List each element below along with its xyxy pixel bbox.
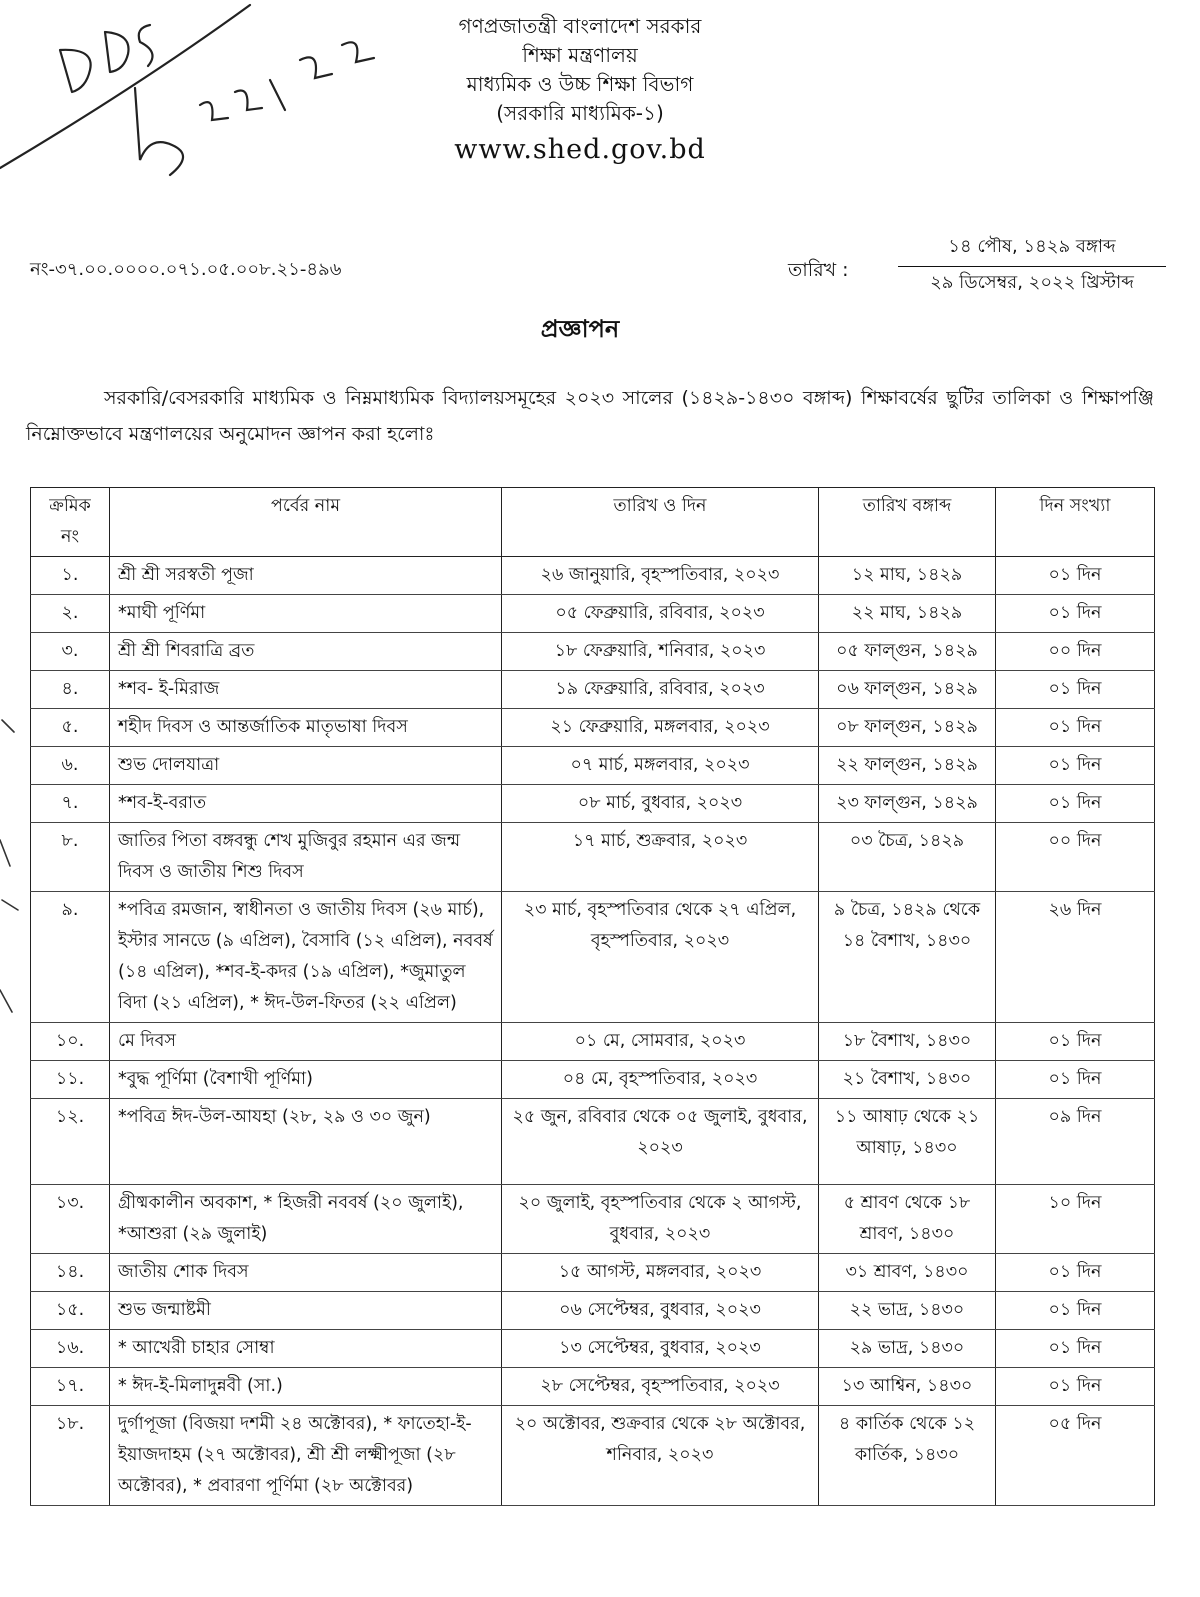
row-date-bangla: ১২ মাঘ, ১৪২৯ — [819, 557, 996, 595]
table-row — [31, 671, 1155, 709]
table-row — [31, 595, 1155, 633]
row-serial: ১৭. — [31, 1368, 110, 1406]
row-name: শুভ জন্মাষ্টমী — [110, 1292, 502, 1330]
row-serial: ১. — [31, 557, 110, 595]
row-days: ২৬ দিন — [996, 892, 1155, 1023]
row-serial: ১৫. — [31, 1292, 110, 1330]
row-name: শ্রী শ্রী শিবরাত্রি ব্রত — [110, 633, 502, 671]
row-days: ০১ দিন — [996, 595, 1155, 633]
table-row — [31, 1061, 1155, 1099]
row-date-day: ২৬ জানুয়ারি, বৃহস্পতিবার, ২০২৩ — [502, 557, 819, 595]
table-row — [31, 1330, 1155, 1368]
row-date-bangla: ৯ চৈত্র, ১৪২৯ থেকে ১৪ বৈশাখ, ১৪৩০ — [819, 892, 996, 1023]
row-days: ০১ দিন — [996, 747, 1155, 785]
table-row — [31, 1368, 1155, 1406]
row-days: ০১ দিন — [996, 1254, 1155, 1292]
row-serial: ৮. — [31, 823, 110, 892]
government-name: গণপ্রজাতন্ত্রী বাংলাদেশ সরকার — [458, 14, 702, 38]
row-name: শুভ দোলযাত্রা — [110, 747, 502, 785]
row-name: *শব-ই-বরাত — [110, 785, 502, 823]
row-days: ০১ দিন — [996, 1023, 1155, 1061]
row-name: গ্রীষ্মকালীন অবকাশ, * হিজরী নববর্ষ (২০ জুলাই), *আশুরা (২৯ জুলাই) — [110, 1185, 502, 1254]
row-serial: ৭. — [31, 785, 110, 823]
column-header-name: পর্বের নাম — [110, 488, 502, 557]
row-serial: ২. — [31, 595, 110, 633]
row-date-day: ০৫ ফেব্রুয়ারি, রবিবার, ২০২৩ — [502, 595, 819, 633]
memo-number: নং-৩৭.০০.০০০০.০৭১.০৫.০০৮.২১-৪৯৬ — [30, 259, 342, 280]
date-label: তারিখ : — [788, 259, 849, 281]
row-serial: ১৪. — [31, 1254, 110, 1292]
row-date-day: ১৫ আগস্ট, মঙ্গলবার, ২০২৩ — [502, 1254, 819, 1292]
row-date-day: ২৫ জুন, রবিবার থেকে ০৫ জুলাই, বুধবার, ২০২৩ — [502, 1099, 819, 1185]
row-date-bangla: ২১ বৈশাখ, ১৪৩০ — [819, 1061, 996, 1099]
row-name: শহীদ দিবস ও আন্তর্জাতিক মাতৃভাষা দিবস — [110, 709, 502, 747]
table-row — [31, 1023, 1155, 1061]
table-row — [31, 892, 1155, 1023]
row-name: * ঈদ-ই-মিলাদুন্নবী (সা.) — [110, 1368, 502, 1406]
row-name: *পবিত্র ঈদ-উল-আযহা (২৮, ২৯ ও ৩০ জুন) — [110, 1099, 502, 1185]
ministry-name: শিক্ষা মন্ত্রণালয় — [522, 43, 638, 67]
table-row — [31, 747, 1155, 785]
row-name: শ্রী শ্রী সরস্বতী পূজা — [110, 557, 502, 595]
row-date-day: ০৬ সেপ্টেম্বর, বুধবার, ২০২৩ — [502, 1292, 819, 1330]
row-date-bangla: ১৮ বৈশাখ, ১৪৩০ — [819, 1023, 996, 1061]
row-days: ০০ দিন — [996, 633, 1155, 671]
row-date-day: ২৩ মার্চ, বৃহস্পতিবার থেকে ২৭ এপ্রিল, বৃহস্পতিবার, ২০২৩ — [502, 892, 819, 1023]
row-name: দুর্গাপূজা (বিজয়া দশমী ২৪ অক্টোবর), * ফাতেহা-ই-ইয়াজদাহম (২৭ অক্টোবর), শ্রী শ্রী লক্ষ্মীপূজা (২৮ অক্টোবর), * প্রবারণা পূর্ণিমা (২৮ অক্টোবর) — [110, 1406, 502, 1506]
row-days: ০৯ দিন — [996, 1099, 1155, 1185]
row-date-bangla: ০৮ ফাল্গুন, ১৪২৯ — [819, 709, 996, 747]
row-date-day: ১৮ ফেব্রুয়ারি, শনিবার, ২০২৩ — [502, 633, 819, 671]
row-days: ০১ দিন — [996, 1330, 1155, 1368]
column-header-date-day: তারিখ ও দিন — [502, 488, 819, 557]
row-date-day: ২০ অক্টোবর, শুক্রবার থেকে ২৮ অক্টোবর, শনিবার, ২০২৩ — [502, 1406, 819, 1506]
row-serial: ৯. — [31, 892, 110, 1023]
row-name: জাতীয় শোক দিবস — [110, 1254, 502, 1292]
row-date-bangla: ৪ কার্তিক থেকে ১২ কার্তিক, ১৪৩০ — [819, 1406, 996, 1506]
row-date-bangla: ০৬ ফাল্গুন, ১৪২৯ — [819, 671, 996, 709]
row-serial: ১৮. — [31, 1406, 110, 1506]
website-url: www.shed.gov.bd — [454, 134, 706, 165]
row-serial: ১২. — [31, 1099, 110, 1185]
row-date-day: ০৪ মে, বৃহস্পতিবার, ২০২৩ — [502, 1061, 819, 1099]
row-date-day: ২০ জুলাই, বৃহস্পতিবার থেকে ২ আগস্ট, বুধবার, ২০২৩ — [502, 1185, 819, 1254]
row-name: *পবিত্র রমজান, স্বাধীনতা ও জাতীয় দিবস (২৬ মার্চ), ইস্টার সানডে (৯ এপ্রিল), বৈসাবি (১২ এপ্রিল), নববর্ষ (১৪ এপ্রিল), *শব-ই-কদর (১৯ এপ্রিল), *জুমাতুল বিদা (২১ এপ্রিল), * ঈদ-উল-ফিতর (২২ এপ্রিল) — [110, 892, 502, 1023]
row-days: ০৫ দিন — [996, 1406, 1155, 1506]
row-date-bangla: ০৩ চৈত্র, ১৪২৯ — [819, 823, 996, 892]
table-row — [31, 557, 1155, 595]
division-name: মাধ্যমিক ও উচ্চ শিক্ষা বিভাগ — [466, 72, 694, 96]
row-date-bangla: ০৫ ফাল্গুন, ১৪২৯ — [819, 633, 996, 671]
table-row — [31, 709, 1155, 747]
row-name: * আখেরী চাহার সোম্বা — [110, 1330, 502, 1368]
date-bangla: ১৪ পৌষ, ১৪২৯ বঙ্গাব্দ — [898, 232, 1166, 267]
memo-date — [898, 232, 1166, 299]
row-serial: ১১. — [31, 1061, 110, 1099]
intro-paragraph: সরকারি/বেসরকারি মাধ্যমিক ও নিম্নমাধ্যমিক বিদ্যালয়সমূহের ২০২৩ সালের (১৪২৯-১৪৩০ বঙ্গাব্দ) শিক্ষাবর্ষের ছুটির তালিকা ও শিক্ষাপঞ্জি নিম্নোক্তভাবে মন্ত্রণালয়ের অনুমোদন জ্ঞাপন করা হলোঃ — [26, 387, 1154, 445]
row-name: মে দিবস — [110, 1023, 502, 1061]
row-days: ০১ দিন — [996, 709, 1155, 747]
row-days: ০১ দিন — [996, 785, 1155, 823]
row-serial: ১৬. — [31, 1330, 110, 1368]
row-name: *মাঘী পূর্ণিমা — [110, 595, 502, 633]
section-name: (সরকারি মাধ্যমিক-১) — [496, 101, 664, 125]
row-days: ০১ দিন — [996, 1292, 1155, 1330]
row-date-bangla: ৩১ শ্রাবণ, ১৪৩০ — [819, 1254, 996, 1292]
column-header-date-bangla: তারিখ বঙ্গাব্দ — [819, 488, 996, 557]
table-row — [31, 1406, 1155, 1506]
row-date-bangla: ৫ শ্রাবণ থেকে ১৮ শ্রাবণ, ১৪৩০ — [819, 1185, 996, 1254]
row-date-bangla: ২২ মাঘ, ১৪২৯ — [819, 595, 996, 633]
row-days: ০১ দিন — [996, 1061, 1155, 1099]
row-days: ০১ দিন — [996, 557, 1155, 595]
holiday-table — [30, 487, 1155, 1506]
row-date-day: ২৮ সেপ্টেম্বর, বৃহস্পতিবার, ২০২৩ — [502, 1368, 819, 1406]
row-date-day: ১৩ সেপ্টেম্বর, বুধবার, ২০২৩ — [502, 1330, 819, 1368]
row-date-bangla: ১৩ আশ্বিন, ১৪৩০ — [819, 1368, 996, 1406]
table-header-row — [31, 488, 1155, 557]
row-serial: ৫. — [31, 709, 110, 747]
row-date-bangla: ২৯ ভাদ্র, ১৪৩০ — [819, 1330, 996, 1368]
table-row — [31, 1254, 1155, 1292]
row-serial: ১৩. — [31, 1185, 110, 1254]
table-row — [31, 785, 1155, 823]
table-row — [31, 1099, 1155, 1185]
row-date-day: ০১ মে, সোমবার, ২০২৩ — [502, 1023, 819, 1061]
row-name: জাতির পিতা বঙ্গবন্ধু শেখ মুজিবুর রহমান এর জন্ম দিবস ও জাতীয় শিশু দিবস — [110, 823, 502, 892]
table-row — [31, 823, 1155, 892]
table-row — [31, 633, 1155, 671]
row-serial: ১০. — [31, 1023, 110, 1061]
column-header-serial: ক্রমিক নং — [31, 488, 110, 557]
row-days: ১০ দিন — [996, 1185, 1155, 1254]
date-gregorian: ২৯ ডিসেম্বর, ২০২২ খ্রিস্টাব্দ — [930, 272, 1134, 293]
table-row — [31, 1292, 1155, 1330]
row-serial: ৬. — [31, 747, 110, 785]
row-date-bangla: ২২ ভাদ্র, ১৪৩০ — [819, 1292, 996, 1330]
column-header-days: দিন সংখ্যা — [996, 488, 1155, 557]
row-name: *বুদ্ধ পূর্ণিমা (বৈশাখী পূর্ণিমা) — [110, 1061, 502, 1099]
row-date-bangla: ২৩ ফাল্গুন, ১৪২৯ — [819, 785, 996, 823]
row-date-day: ১৯ ফেব্রুয়ারি, রবিবার, ২০২৩ — [502, 671, 819, 709]
row-date-day: ১৭ মার্চ, শুক্রবার, ২০২৩ — [502, 823, 819, 892]
row-date-day: ০৭ মার্চ, মঙ্গলবার, ২০২৩ — [502, 747, 819, 785]
row-days: ০১ দিন — [996, 671, 1155, 709]
row-date-bangla: ১১ আষাঢ় থেকে ২১ আষাঢ়, ১৪৩০ — [819, 1099, 996, 1185]
document-title: প্রজ্ঞাপন — [540, 315, 620, 343]
row-date-day: ০৮ মার্চ, বুধবার, ২০২৩ — [502, 785, 819, 823]
row-days: ০১ দিন — [996, 1368, 1155, 1406]
row-days: ০০ দিন — [996, 823, 1155, 892]
table-row — [31, 1185, 1155, 1254]
row-date-bangla: ২২ ফাল্গুন, ১৪২৯ — [819, 747, 996, 785]
row-name: *শব- ই-মিরাজ — [110, 671, 502, 709]
row-serial: ৪. — [31, 671, 110, 709]
letterhead — [0, 12, 1160, 170]
row-date-day: ২১ ফেব্রুয়ারি, মঙ্গলবার, ২০২৩ — [502, 709, 819, 747]
row-serial: ৩. — [31, 633, 110, 671]
